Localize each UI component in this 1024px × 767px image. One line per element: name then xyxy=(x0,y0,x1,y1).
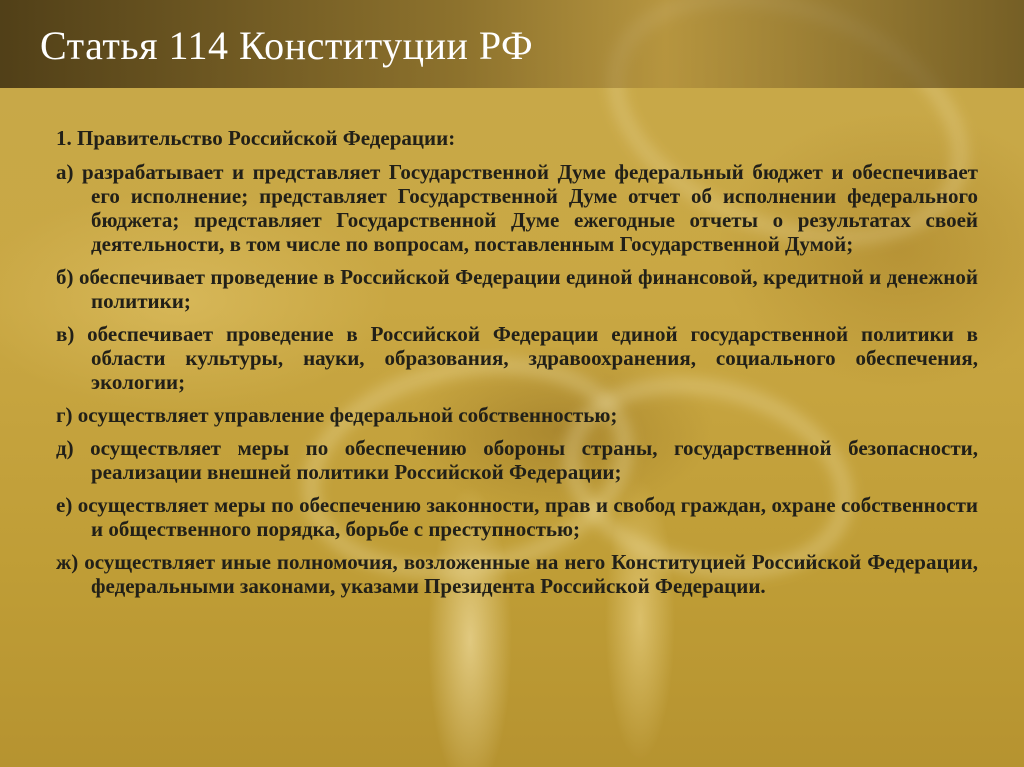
article-item-e: е) осуществляет меры по обеспечению законности, прав и свобод граждан, охране собственности и общественного порядка, борьбе с преступностью; xyxy=(56,493,978,541)
article-item-g: г) осуществляет управление федеральной собственностью; xyxy=(56,403,618,427)
article-item-v: в) обеспечивает проведение в Российской Федерации единой государственной политики в области культуры, науки, образования, здравоохранения, социального обеспечения, экологии; xyxy=(56,322,978,394)
article-item-a: а) разрабатывает и представляет Государственной Думе федеральный бюджет и обеспечивает его исполнение; представляет Государственной Думе отчет об исполнении федерального бюджета; представляет Государственной Думе ежегодные отчеты о результатах своей деятельности, в том числе по вопросам, поставленным Государственной Думой; xyxy=(56,160,978,256)
article-intro: 1. Правительство Российской Федерации: xyxy=(56,126,456,150)
article-item-b: б) обеспечивает проведение в Российской Федерации единой финансовой, кредитной и денежной политики; xyxy=(56,265,978,313)
slide-title: Статья 114 Конституции РФ xyxy=(40,23,534,68)
title-bar xyxy=(0,0,1024,88)
article-item-zh: ж) осуществляет иные полномочия, возложенные на него Конституцией Российской Федерации, федеральными законами, указами Президента Российской Федерации. xyxy=(56,550,978,598)
article-item-d: д) осуществляет меры по обеспечению обороны страны, государственной безопасности, реализации внешней политики Российской Федерации; xyxy=(56,436,978,484)
article-text xyxy=(56,126,978,607)
